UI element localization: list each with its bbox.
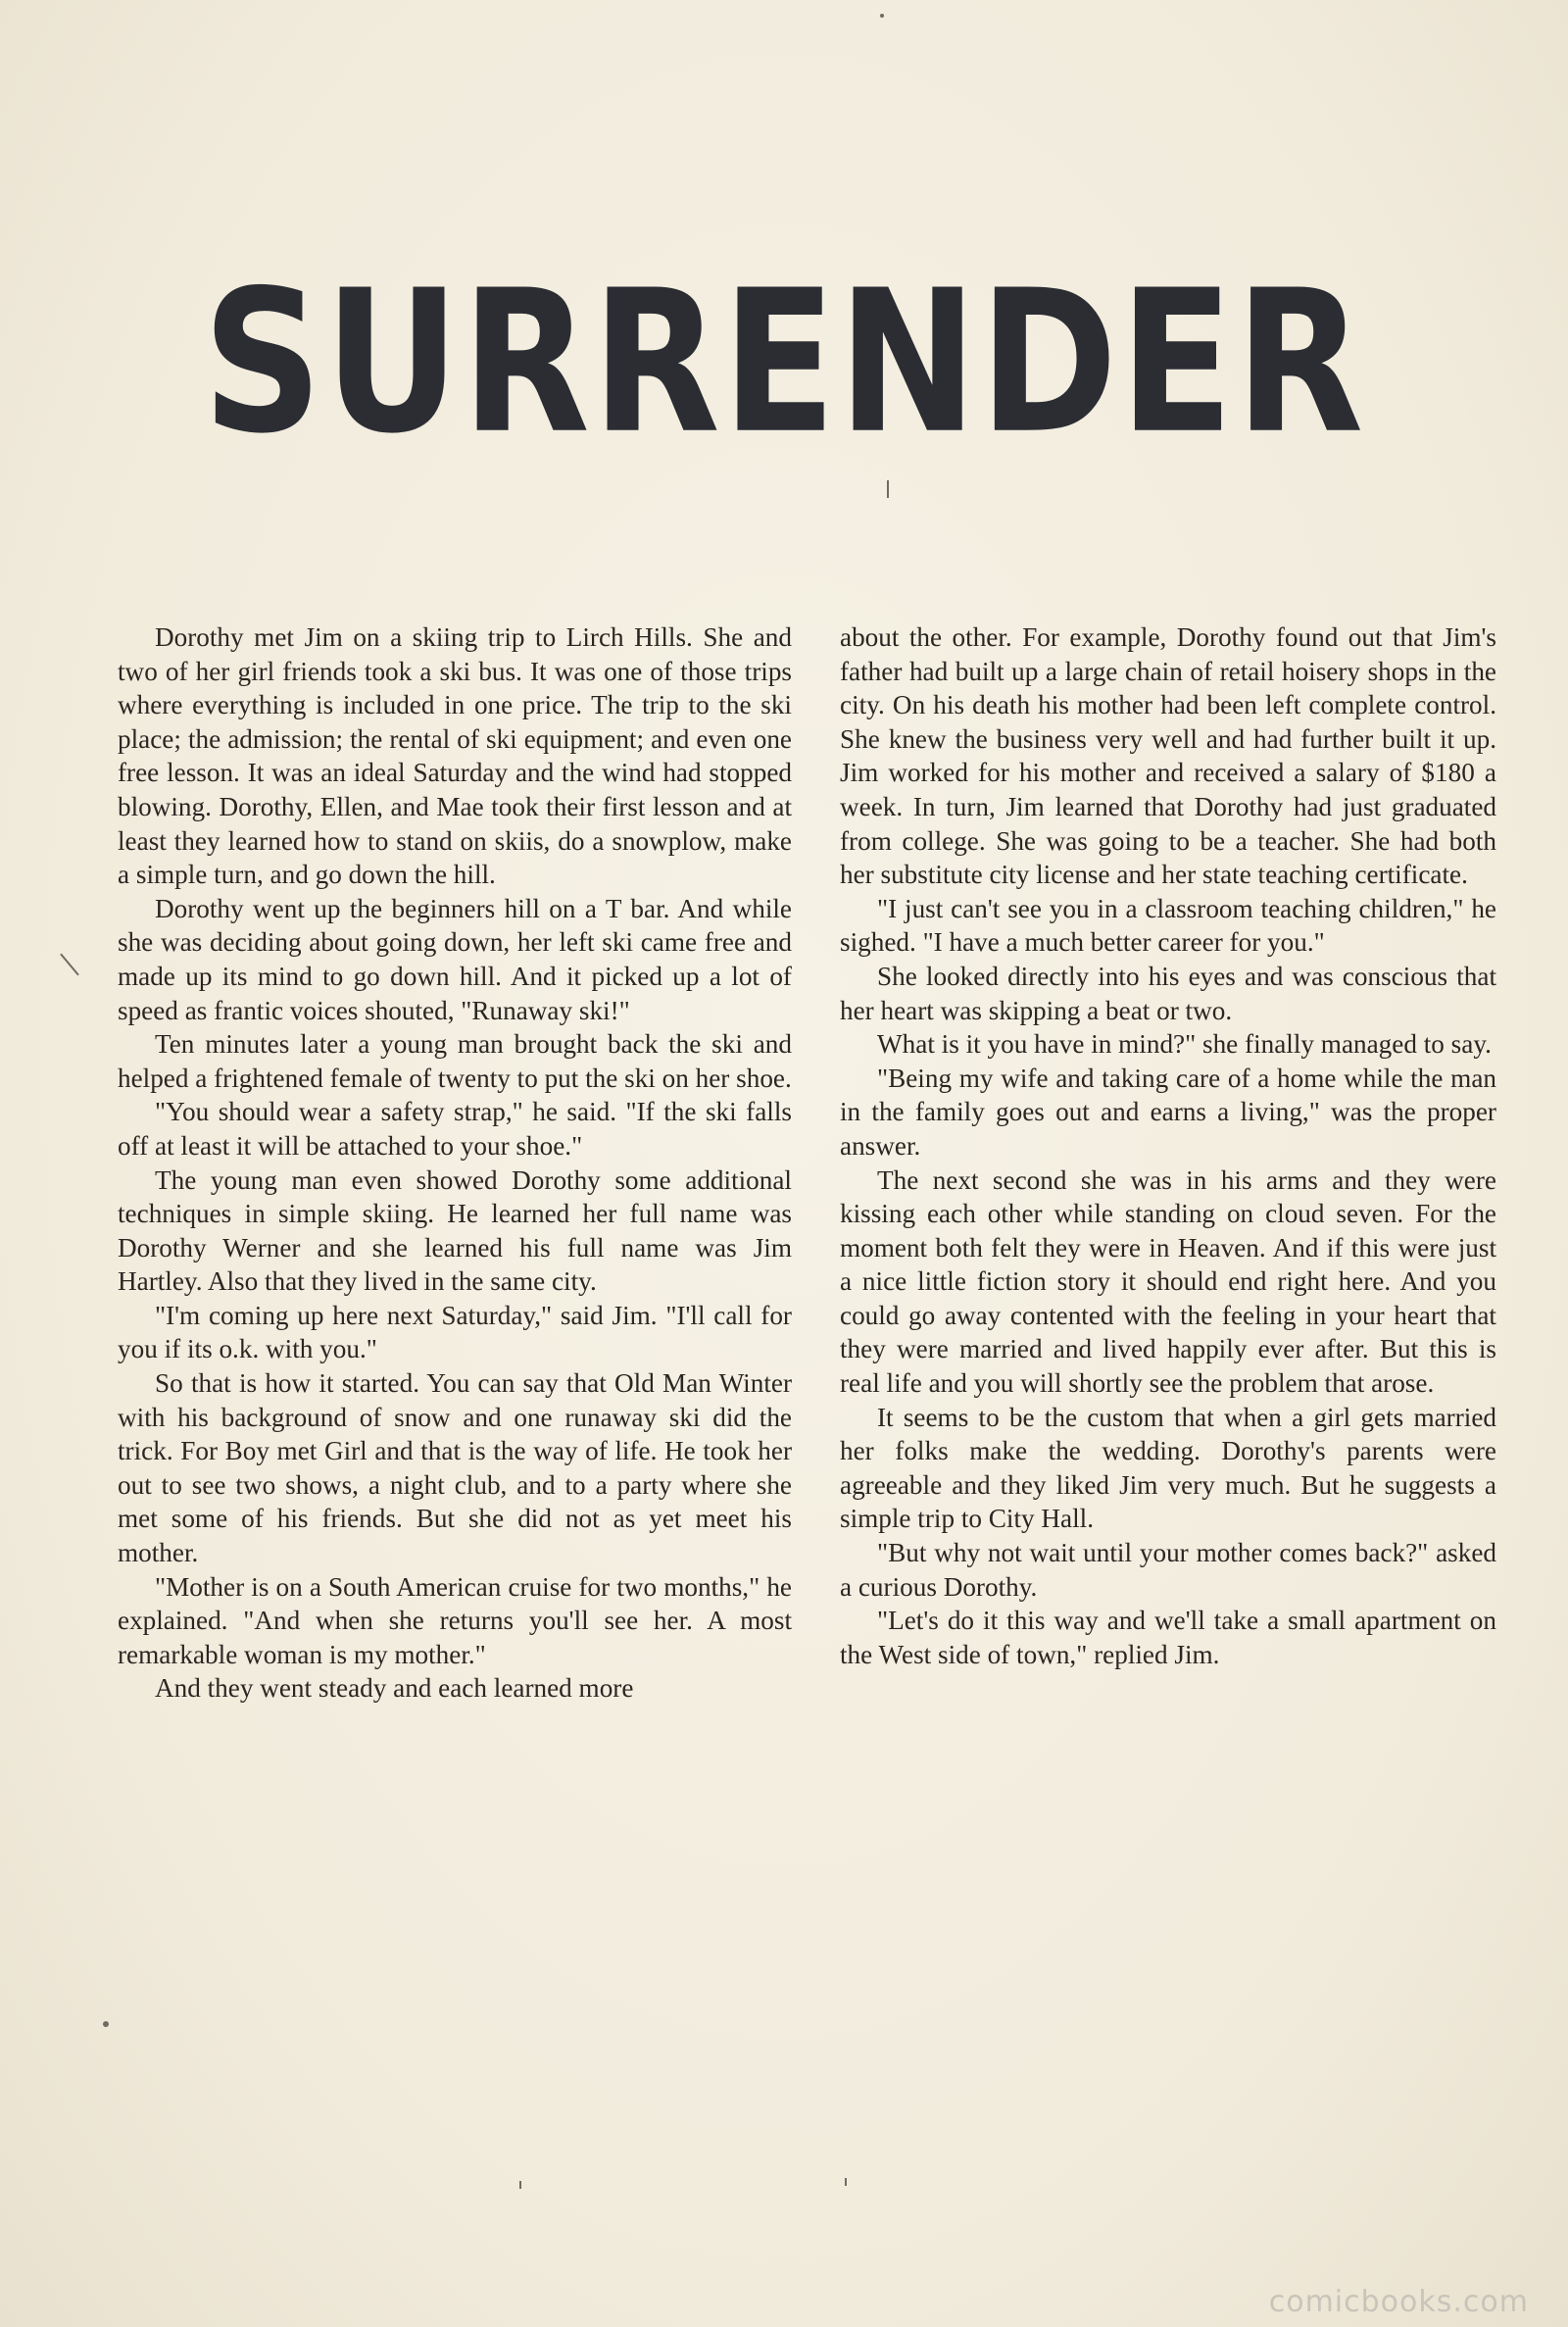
paragraph: "Mother is on a South American cruise for two months," he explained. "And when she returns you'll see her. A most remarkable woman is my mother." <box>118 1571 792 1669</box>
paragraph: Ten minutes later a young man brought back the ski and helped a frightened female of twenty to put the ski on her shoe. <box>118 1029 792 1093</box>
print-speck <box>845 2178 847 2186</box>
paragraph: "I just can't see you in a classroom teaching children," he sighed. "I have a much better career for you." <box>840 893 1496 958</box>
left-text-column <box>118 620 792 1706</box>
paragraph: And they went steady and each learned more <box>155 1673 634 1704</box>
paragraph: "But why not wait until your mother comes back?" asked a curious Dorothy. <box>840 1538 1496 1602</box>
paragraph-continued: about the other. For example, Dorothy found out that Jim's father had built up a large chain of retail hoisery shops in the city. On his death his mother had been left complete control. She knew the business very well and had further built it up. Jim worked for his mother and received a salary of $180 a week. In turn, Jim learned that Dorothy had just graduated from college. She was going to be a teacher. She had both her substitute city license and her state teaching certificate. <box>840 622 1496 890</box>
paragraph: So that is how it started. You can say that Old Man Winter with his background of snow and one runaway ski did the trick. For Boy met Girl and that is the way of life. He took her out to see two shows, a night club, and to a party where she met some of his friends. But she did not as yet meet his mother. <box>118 1368 792 1568</box>
paragraph: Dorothy met Jim on a skiing trip to Lirch Hills. She and two of her girl friends took a ski bus. It was one of those trips where everything is included in one price. The trip to the ski place; the admission; the rental of ski equipment; and even one free lesson. It was an ideal Saturday and the wind had stopped blowing. Dorothy, Ellen, and Mae took their first lesson and at least they learned how to stand on skiis, do a snowplow, make a simple turn, and go down the hill. <box>118 622 792 890</box>
paragraph: The next second she was in his arms and they were kissing each other while standing on cloud seven. For the moment both felt they were in Heaven. And if this were just a nice little fiction story it should end right here. And you could go away contented with the feeling in your heart that they were married and lived happily ever after. But this is real life and you will shortly see the problem that arose. <box>840 1164 1496 1399</box>
paragraph: The young man even showed Dorothy some additional techniques in simple skiing. He learned her full name was Dorothy Werner and she learned his full name was Jim Hartley. Also that they lived in the same city. <box>118 1164 792 1297</box>
print-speck <box>103 2021 109 2027</box>
right-text-column <box>840 620 1496 1671</box>
story-title: SURRENDER <box>202 248 1366 478</box>
paragraph: "You should wear a safety strap," he said. "If the ski falls off at least it will be attached to your shoe." <box>118 1097 792 1161</box>
paragraph: It seems to be the custom that when a girl gets married her folks make the wedding. Dorothy's parents were agreeable and they liked Jim very much. But he suggests a simple trip to City Hall. <box>840 1402 1496 1534</box>
paragraph: "Being my wife and taking care of a home while the man in the family goes out and earns a living," was the proper answer. <box>840 1063 1496 1161</box>
paragraph: Dorothy went up the beginners hill on a T bar. And while she was deciding about going down, her left ski came free and made up its mind to go down hill. And it picked up a lot of speed as frantic voices shouted, "Runaway ski!" <box>118 893 792 1025</box>
paragraph: "Let's do it this way and we'll take a small apartment on the West side of town," replied Jim. <box>840 1606 1496 1669</box>
print-speck <box>880 14 884 18</box>
paragraph: She looked directly into his eyes and was conscious that her heart was skipping a beat or two. <box>840 961 1496 1025</box>
paragraph: "I'm coming up here next Saturday," said Jim. "I'll call for you if its o.k. with you." <box>118 1300 792 1364</box>
paragraph: What is it you have in mind?" she finally managed to say. <box>877 1029 1492 1060</box>
print-speck <box>519 2181 521 2189</box>
watermark: comicbooks.com <box>1268 2285 1529 2319</box>
print-speck <box>887 480 889 498</box>
